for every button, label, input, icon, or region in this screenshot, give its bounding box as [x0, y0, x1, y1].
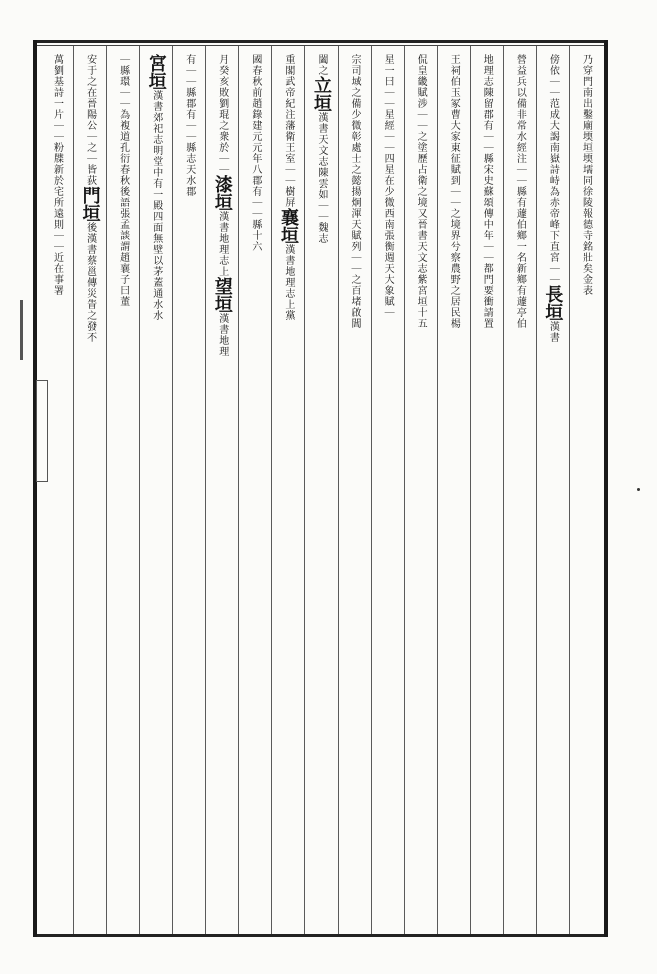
text-column — [40, 54, 73, 934]
column-text: 郡有｜｜縣 — [183, 98, 195, 153]
column-text: 環｜｜為複道孔衍春秋後語張孟談謂趙襄子曰董 — [117, 76, 129, 307]
column-text: 志天水郡 — [183, 153, 195, 197]
column-rule — [304, 46, 305, 934]
text-column — [172, 54, 205, 934]
frame-bottom-border — [33, 934, 608, 937]
ink-speck — [637, 488, 640, 491]
column-text: 有｜｜縣 — [183, 54, 195, 98]
text-column — [437, 54, 470, 934]
text-column — [271, 54, 304, 934]
text-column — [569, 54, 602, 934]
column-rule — [172, 46, 173, 934]
column-rule — [205, 46, 206, 934]
column-text: 重閣 — [282, 54, 294, 76]
column-text: ｜縣 — [117, 54, 129, 76]
heading-term: 宮垣 — [145, 54, 167, 90]
heading-term: 望垣 — [211, 277, 233, 313]
text-column — [304, 54, 337, 934]
column-rule — [338, 46, 339, 934]
column-text: 於宅所遠則｜｜近在事署 — [51, 175, 63, 296]
column-text: 乃穿門南出鑿廟堧垣堧壖同徐陵報德寺銘壯矣金表 — [580, 54, 592, 296]
column-text: 王祠伯玉冢曹大家東征賦到｜｜之境界兮察農野之居民楊 — [448, 54, 460, 329]
column-rule — [536, 46, 537, 934]
column-rule — [437, 46, 438, 934]
column-text: 漢書地理志上黨 — [282, 244, 294, 321]
heading-term: 門垣 — [79, 186, 101, 222]
column-text: 闔之 — [315, 54, 327, 76]
heading-term: 漆垣 — [211, 175, 233, 211]
column-rule — [271, 46, 272, 934]
column-text: 漢書地理 — [216, 313, 228, 357]
column-rule — [139, 46, 140, 934]
column-text: 後漢書蔡邕傳災眚之發不 — [84, 222, 96, 343]
column-text: 郡有｜｜縣十六 — [249, 175, 261, 252]
text-column — [73, 54, 106, 934]
column-text: 傍依｜｜范成大謁南嶽詩峙為赤帝峰下直宮｜｜ — [547, 54, 559, 285]
column-text: 星一曰｜｜星經｜｜四星在少微西南張衡週天大象賦｜ — [382, 54, 394, 318]
column-rule — [569, 46, 570, 934]
column-text: 國春秋前趙錄建元元年八 — [249, 54, 261, 175]
text-column — [503, 54, 536, 934]
heading-term: 長垣 — [542, 285, 564, 321]
text-column — [404, 54, 437, 934]
heading-term: 立垣 — [311, 76, 332, 112]
heading-term: 襄垣 — [277, 208, 299, 244]
column-text: 月癸亥敗劉琨之衆於｜｜ — [216, 54, 228, 175]
text-column — [139, 54, 172, 934]
frame-top-inner-border — [33, 45, 608, 46]
frame-left-border — [33, 40, 37, 937]
column-rule — [404, 46, 405, 934]
text-column — [470, 54, 503, 934]
frame-top-border — [33, 40, 608, 43]
column-rule — [503, 46, 504, 934]
column-text: 萬劉基詩一片｜｜粉牒新 — [51, 54, 63, 175]
text-column — [338, 54, 371, 934]
column-text: 漢書天文志陳雲如｜｜魏志 — [315, 112, 327, 244]
column-text: 漢書郊祀志明堂中有一殿四面無壁以茅蓋通水水 — [150, 90, 162, 321]
column-text: 武帝紀注藩衛王室｜｜樹屏 — [282, 76, 294, 208]
column-text: 營益兵以備非常水經注｜｜縣有蘧伯鄉一名新鄉有蘧亭伯 — [514, 54, 526, 329]
column-text: 漢書地理志上 — [216, 211, 228, 277]
frame-right-border — [604, 40, 608, 937]
column-rule — [470, 46, 471, 934]
scan-edge-mark — [20, 300, 23, 360]
column-rule — [73, 46, 74, 934]
column-text: 侃皇畿賦涉｜｜之塗歷占衛之境又晉書天文志紫宮垣十五 — [415, 54, 427, 329]
column-text: 地理志陳留郡有｜｜縣宋史蘇頌傳中年｜｜都門要衝請置 — [481, 54, 493, 329]
text-column — [536, 54, 569, 934]
column-rule — [371, 46, 372, 934]
column-text: 安于之在晉陽公｜之｜皆荻 — [84, 54, 96, 186]
text-column — [371, 54, 404, 934]
column-text: 宗司域之備少微彰處士之懿揚炯渾天賦列｜｜之百堵啟閶 — [349, 54, 361, 329]
column-text: 漢書 — [547, 321, 559, 343]
text-column — [205, 54, 238, 934]
column-rule — [106, 46, 107, 934]
